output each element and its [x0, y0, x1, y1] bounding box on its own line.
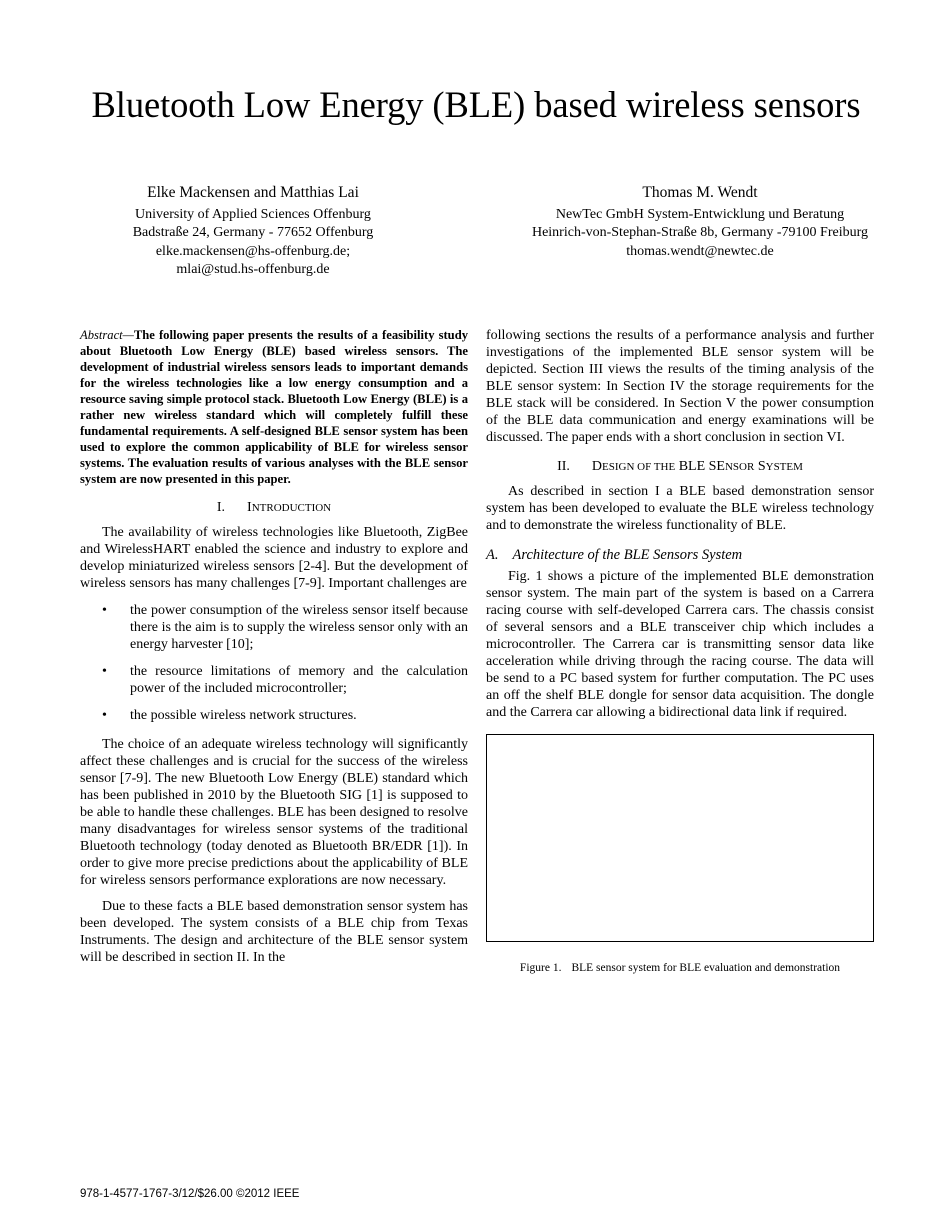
email-line: thomas.wendt@newtec.de [626, 243, 774, 259]
section-heading-design [486, 458, 874, 476]
list-item [80, 663, 468, 697]
author-names: Thomas M. Wendt [642, 184, 758, 201]
address-line: Badstraße 24, Germany - 77652 Offenburg [132, 225, 374, 241]
section-title-initial: I [247, 500, 252, 515]
bullet-icon: • [102, 603, 107, 618]
section-number: I. [216, 500, 226, 515]
intro-paragraph-3: Due to these facts a BLE based demonstration sensor system has been developed. The system consists of a BLE chip from Texas Instruments. The design and architecture of the BLE sensor system will be described in section II. In the [80, 899, 468, 965]
subsection-heading-architecture [486, 547, 874, 564]
figure-caption-text: BLE sensor system for BLE evaluation and demonstration [571, 962, 841, 974]
design-paragraph-1: As described in section I a BLE based demonstration sensor system has been developed to evaluate the BLE wireless technology and to demonstrate the wireless functionality of BLE. [486, 484, 874, 533]
figure-1-caption [486, 961, 874, 975]
intro-continuation: following sections the results of a performance analysis and further investigations of the implemented BLE sensor system will be depicted. Section III views the results of the timing analysis of the BLE sensor system: In Section IV the storage requirements for the BLE stack will be considered. In Section V the power consumption of the BLE data communication and energy examinations will be discussed. The paper ends with a short conclusion in section VI. [486, 328, 874, 445]
section-number: II. [557, 459, 570, 474]
list-item [80, 707, 468, 724]
abstract-lead: Abstract— [80, 328, 134, 342]
abstract-text: The following paper presents the results of a feasibility study about Bluetooth Low Energy (BLE) based wireless sensors. The development of industrial wireless sensors leads to important demands for the wireless technologies like a low energy consumption and a resource saving simple protocol stack. Bluetooth Low Energy (BLE) is a rather new wireless standard which will completely fulfill these fundamental requirements. A self-designed BLE sensor system has been used to explore the common applicability of BLE for wireless sensor systems. The evaluation results of various analyses with the BLE sensor system are now presented in this paper. [80, 328, 468, 486]
subsection-title: Architecture of the BLE Sensors System [512, 547, 743, 563]
email-line: mlai@stud.hs-offenburg.de [176, 261, 330, 277]
list-item-text: the power consumption of the wireless sensor itself because there is the aim is to supply the wireless sensor only with an energy harvester [10]; [130, 603, 468, 652]
section-title-rest: NTRODUCTION [251, 502, 332, 514]
section-title-part: BLE S [675, 459, 717, 474]
section-title-part: YSTEM [765, 461, 803, 473]
copyright-footer: 978-1-4577-1767-3/12/$26.00 ©2012 IEEE [80, 1188, 300, 1200]
section-title-part: NSOR [724, 461, 755, 473]
list-item [80, 602, 468, 653]
author-names: Elke Mackensen and Matthias Lai [147, 184, 359, 201]
affiliation-line: NewTec GmbH System-Entwicklung und Beratung [555, 207, 845, 222]
address-line: Heinrich-von-Stephan-Straße 8b, Germany -79100 Freiburg [531, 225, 869, 241]
section-title-part: S [754, 459, 766, 474]
figure-label: Figure 1. [519, 962, 562, 974]
left-column [80, 327, 468, 966]
challenge-list [80, 602, 468, 724]
affiliation-line: University of Applied Sciences Offenburg [135, 207, 371, 222]
section-title-part: E [716, 459, 725, 474]
figure-1-placeholder [486, 734, 874, 942]
abstract [80, 327, 468, 487]
author-block-2 [506, 182, 894, 261]
intro-paragraph-2: The choice of an adequate wireless technology will significantly affect these challenges and is crucial for the success of the wireless sensor [7-9]. The new Bluetooth Low Energy (BLE) standard which has been published in 2010 by the Bluetooth SIG [1] is supposed to be able to handle these challenges. BLE has been designed to resolve many disadvantages for wireless sensor systems of the traditional Bluetooth technology (today denoted as Bluetooth BR/EDR [1]). In order to give more precise predictions about the applicability of BLE for wireless sensors performance explorations are now necessary. [80, 737, 468, 888]
bullet-icon: • [102, 708, 107, 723]
intro-paragraph-1: The availability of wireless technologies like Bluetooth, ZigBee and WirelessHART enabled the science and industry to explore and develop miniaturized wireless sensors [2-4]. But the development of wireless sensors has many challenges [7-9]. Important challenges are [80, 525, 468, 591]
paper-title: Bluetooth Low Energy (BLE) based wireless sensors [91, 84, 861, 125]
bullet-icon: • [102, 664, 107, 679]
right-column [486, 327, 874, 975]
list-item-text: the resource limitations of memory and the calculation power of the included microcontroller; [130, 664, 468, 696]
list-item-text: the possible wireless network structures. [130, 708, 357, 723]
author-block-1 [90, 182, 416, 279]
section-title-part: D [591, 459, 603, 474]
subsection-number: A. [486, 547, 499, 563]
section-heading-introduction [80, 499, 468, 517]
section-title-part: ESIGN OF THE [602, 461, 676, 473]
architecture-paragraph: Fig. 1 shows a picture of the implemented BLE demonstration sensor system. The main part of the system is based on a Carrera racing course with self-developed Carrera cars. The chassis consist of several sensors and a BLE transceiver chip which includes a microcontroller. The Carrera car is transmitting sensor data like acceleration while driving through the racing course. The data will be send to a PC based system for further computation. The PC uses an off the shelf BLE dongle for sensor data acquisition. The dongle and the Carrera car allowing a bidirectional data link if required. [486, 569, 874, 720]
email-line: elke.mackensen@hs-offenburg.de; [155, 243, 351, 259]
